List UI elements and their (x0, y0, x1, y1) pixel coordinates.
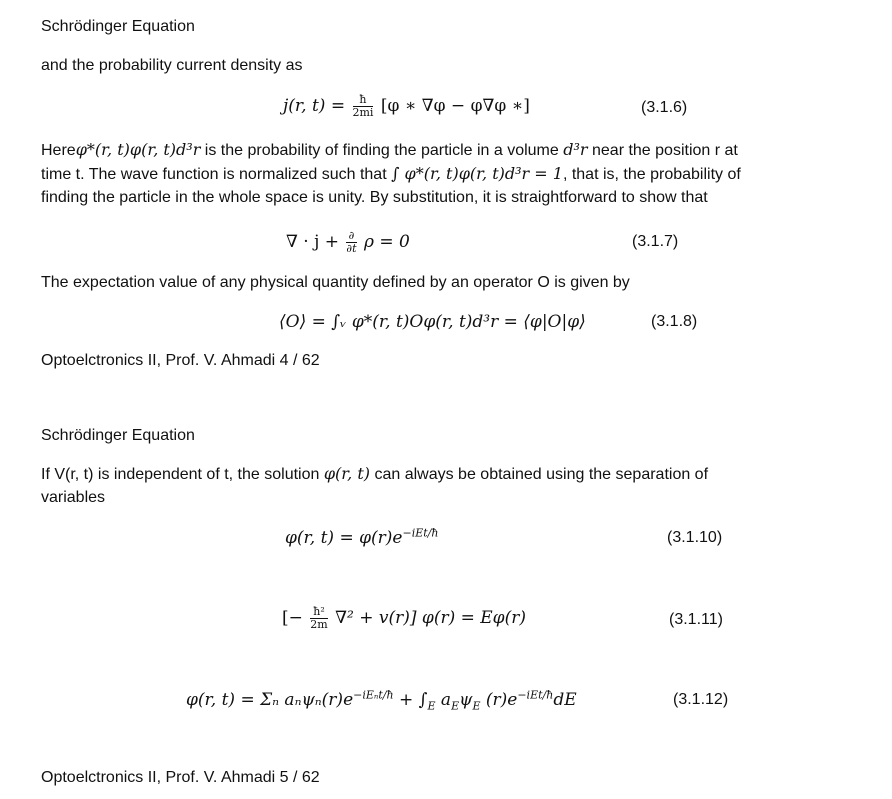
equation-subscript: E (472, 699, 481, 713)
equation-3-1-12 (186, 688, 577, 712)
equation-part: a (435, 690, 452, 710)
equation-part: ψ (459, 690, 473, 710)
paragraph-line (41, 138, 738, 163)
equation-fraction (346, 230, 356, 255)
equation-exponent: −iEₙt/ħ (353, 688, 394, 702)
equation-lhs: ∇ · j + (286, 232, 340, 252)
equation-3-1-11 (282, 606, 526, 631)
fraction-numerator: ħ² (310, 606, 327, 619)
equation-exponent: −iEt/ħ (402, 526, 439, 540)
page-footer: Optoelctronics II, Prof. V. Ahmadi 5 / 62 (41, 769, 320, 786)
equation-subscript: E (451, 699, 460, 713)
paragraph-text: time t. The wave function is normalized such that (41, 166, 392, 183)
equation-number: (3.1.11) (669, 611, 723, 628)
equation-3-1-6 (283, 94, 530, 119)
paragraph-text: Here (41, 142, 76, 159)
page-footer: Optoelctronics II, Prof. V. Ahmadi 4 / 62 (41, 352, 320, 369)
page-heading: Schrödinger Equation (41, 427, 195, 444)
equation-number: (3.1.12) (673, 691, 729, 708)
equation-rhs: [φ ∗ ∇φ − φ∇φ ∗] (380, 96, 530, 116)
paragraph-text: If V(r, t) is independent of t, the solution (41, 466, 324, 483)
inline-math: φ(r, t) (323, 464, 371, 483)
fraction-denominator: 2mi (352, 106, 374, 119)
paragraph-line: finding the particle in the whole space is unity. By substitution, it is straightforward to show that (41, 189, 708, 206)
expectation-text: The expectation value of any physical quantity defined by an operator O is given by (41, 274, 630, 291)
paragraph-text: near the position r at (587, 142, 738, 159)
equation-part: (r)e (480, 690, 518, 710)
equation-part: + ∫ (393, 690, 428, 710)
paragraph-line: variables (41, 489, 106, 506)
equation-rhs: φ(r) = Eφ(r) (421, 608, 526, 628)
fraction-numerator: ħ (353, 94, 374, 107)
fraction-denominator: 2m (310, 618, 328, 631)
equation-lhs: j(r, t) = (283, 96, 346, 116)
inline-math: d³r (563, 140, 588, 159)
equation-subscript: E (427, 699, 436, 713)
equation-rhs: ρ = 0 (363, 232, 410, 252)
equation-fraction (353, 94, 374, 119)
equation-middle: ∇² + v(r)] (335, 608, 417, 628)
inline-math: ∫ φ*(r, t)φ(r, t)d³r = 1 (391, 164, 563, 183)
equation-open-bracket: [− (282, 608, 303, 628)
intro-text: and the probability current density as (41, 57, 303, 74)
equation-3-1-10 (285, 526, 438, 550)
equation-part: φ(r, t) = Σₙ aₙψₙ(r)e (186, 690, 354, 710)
paragraph-line (41, 162, 741, 187)
equation-number: (3.1.10) (667, 529, 723, 546)
page-heading: Schrödinger Equation (41, 18, 195, 35)
equation-number: (3.1.7) (632, 233, 679, 250)
equation-expression: φ(r, t) = φ(r)e (285, 528, 403, 548)
equation-number: (3.1.6) (641, 99, 688, 116)
paragraph-line (41, 462, 708, 487)
paragraph-text: is the probability of finding the particle in a volume (200, 142, 564, 159)
paragraph-text: can always be obtained using the separation of (370, 466, 709, 483)
paragraph-text: , that is, the probability of (562, 166, 741, 183)
fraction-numerator: ∂ (346, 230, 356, 243)
equation-exponent: −iEt/ħ (517, 688, 554, 702)
equation-fraction (310, 606, 327, 631)
inline-math: φ*(r, t)φ(r, t)d³r (75, 140, 201, 159)
equation-3-1-7 (286, 230, 410, 255)
equation-3-1-8: ⟨O⟩ = ∫ᵥ φ*(r, t)Oφ(r, t)d³r = ⟨φ|O|φ⟩ (279, 312, 586, 332)
equation-number: (3.1.8) (651, 313, 698, 330)
fraction-denominator: ∂t (346, 242, 357, 255)
equation-part: dE (553, 690, 577, 710)
